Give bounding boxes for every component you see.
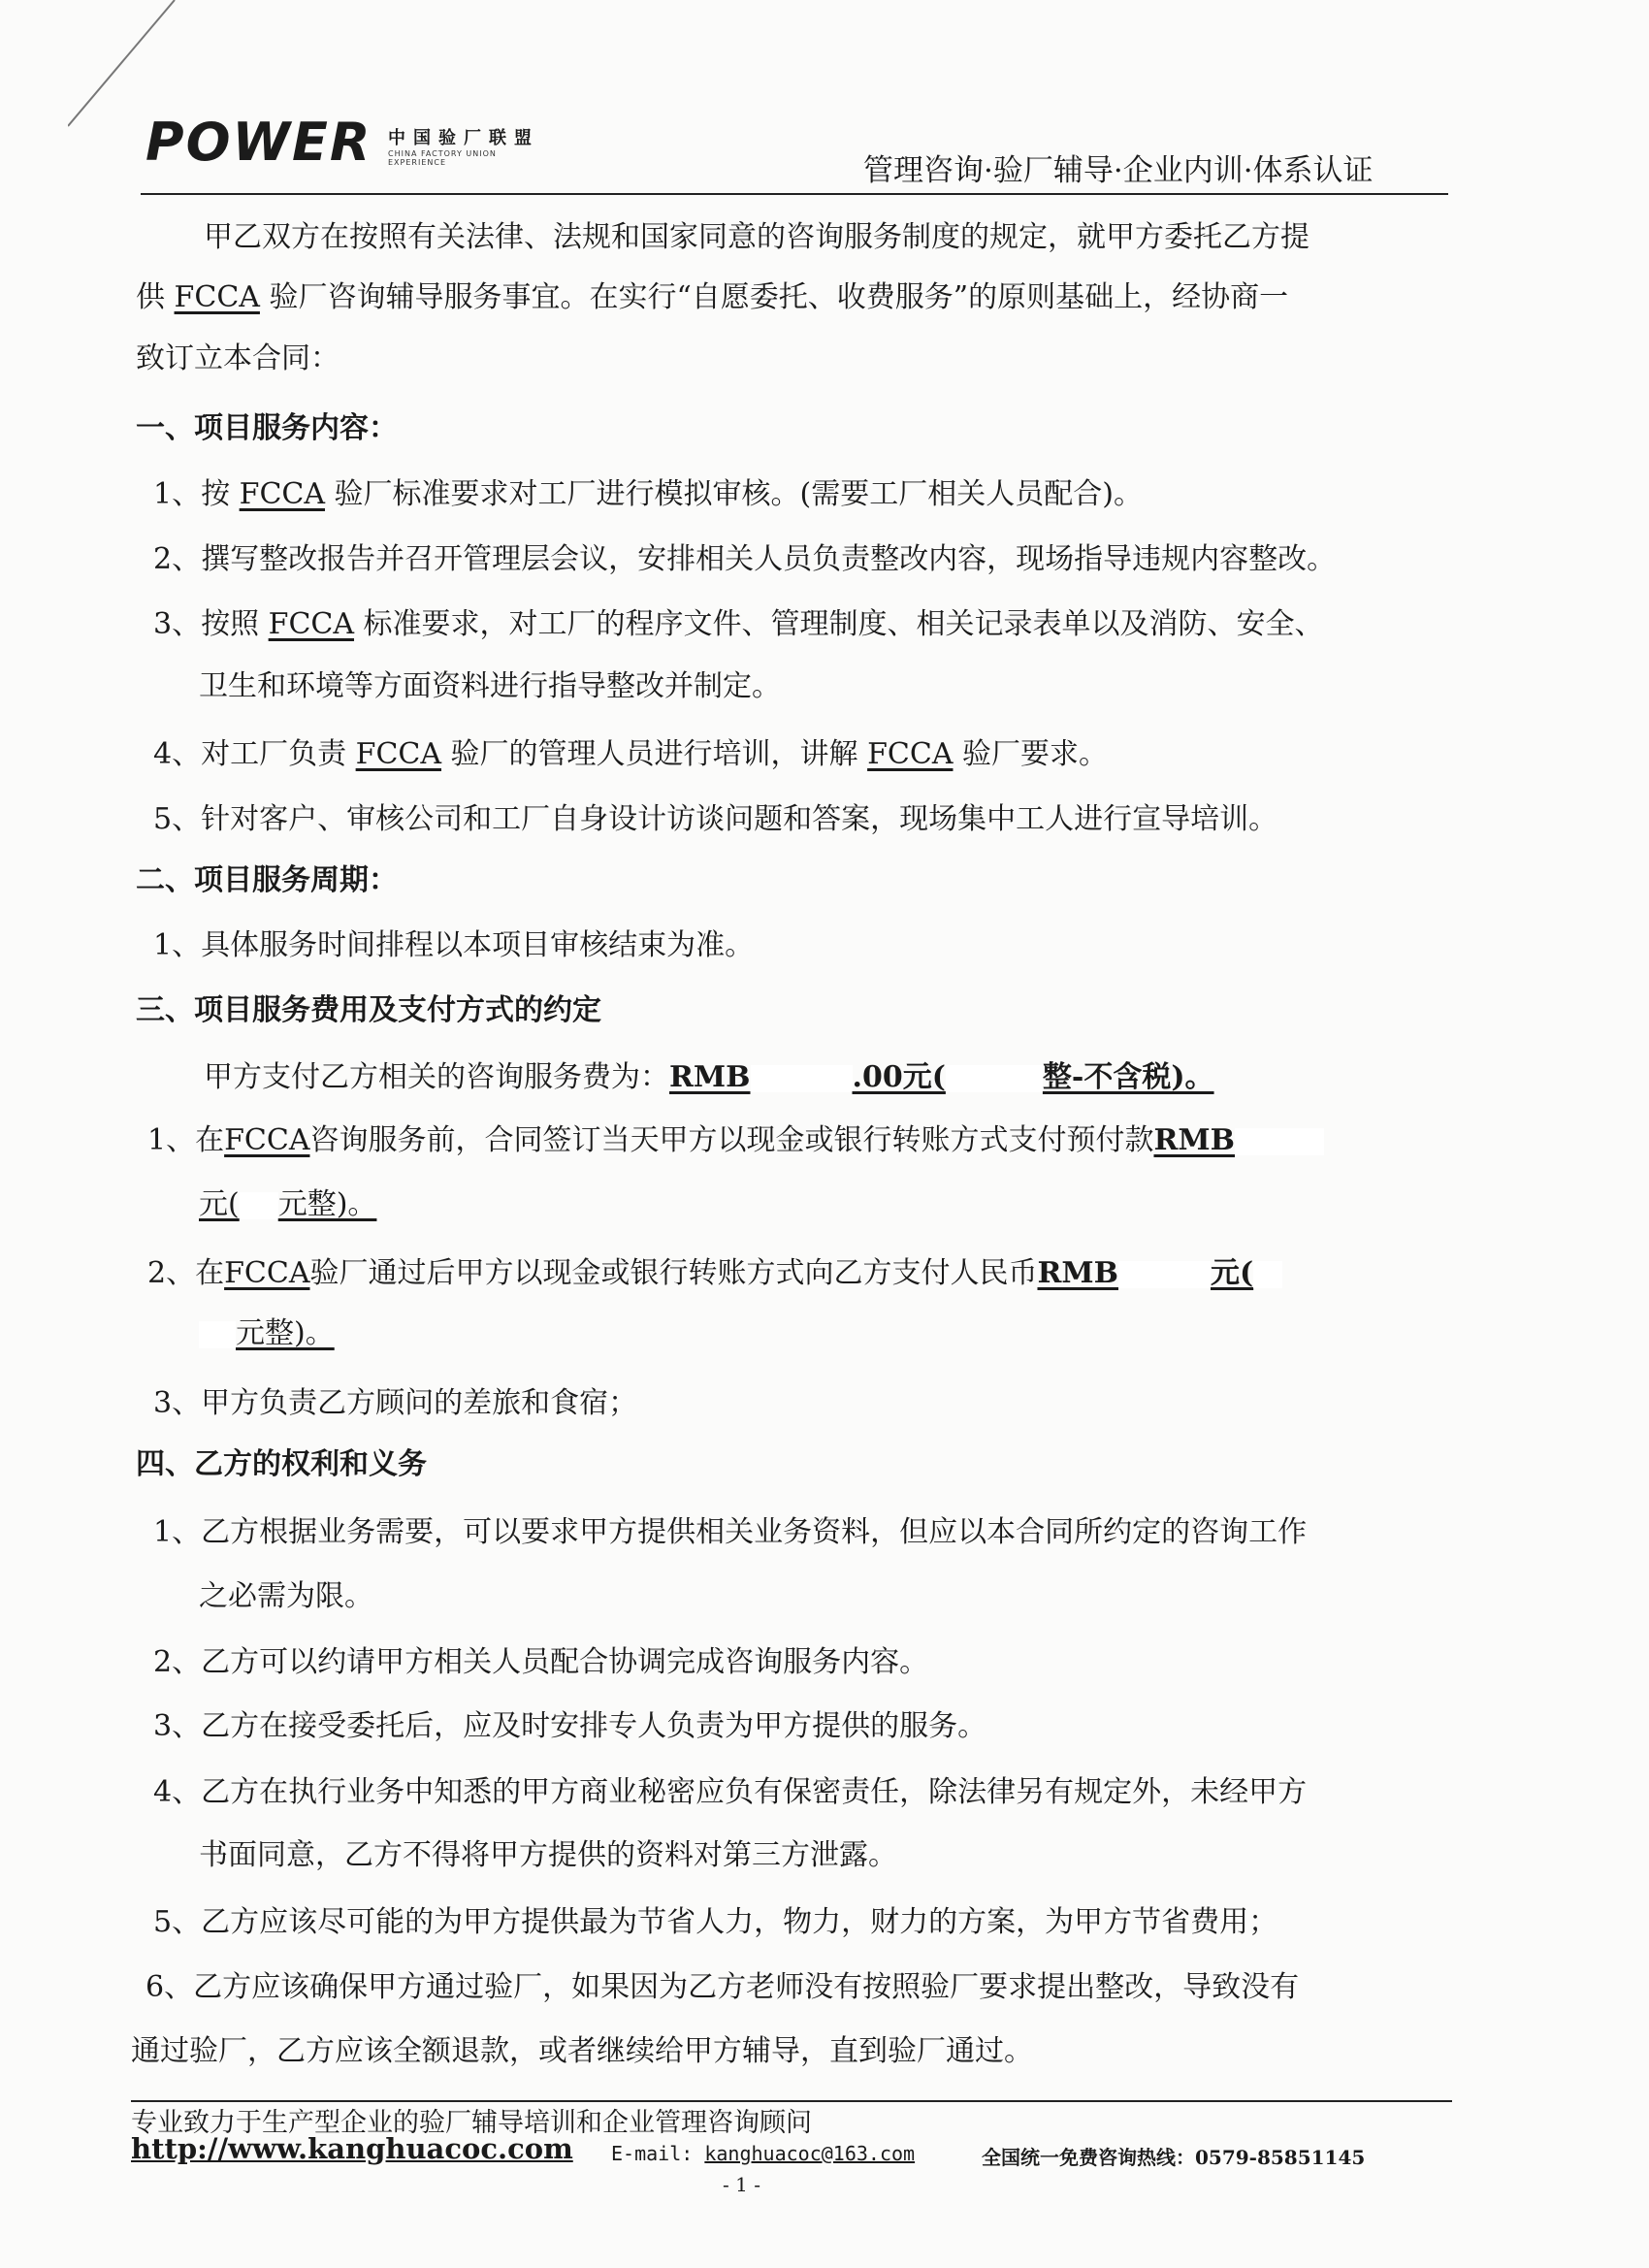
s4-item-5: 5、乙方应该尽可能的为甲方提供最为节省人力，物力，财力的方案，为甲方节省费用； [153, 1905, 1278, 1939]
logo-wordmark: POWER [146, 112, 372, 173]
footer-slogan: 专业致力于生产型企业的验厂辅导培训和企业管理咨询顾问 [131, 2108, 812, 2138]
footer-hotline: 全国统一免费咨询热线：0579-85851145 [982, 2146, 1366, 2169]
redacted-amount-words [1253, 1261, 1282, 1288]
s1-item-3: 3、按照 FCCA 标准要求，对工厂的程序文件、管理制度、相关记录表单以及消防、安全、 [153, 607, 1324, 641]
s1-item-5: 5、针对客户、审核公司和工厂自身设计访谈问题和答案，现场集中工人进行宣导培训。 [153, 802, 1278, 836]
logo-chinese-name: 中国验厂联盟 [388, 128, 539, 148]
s1-item-3-cont: 卫生和环境等方面资料进行指导整改并制定。 [199, 669, 781, 703]
footer-email: E-mail: kanghuacoc@163.com [611, 2142, 916, 2165]
redacted-amount-words [240, 1192, 278, 1219]
s3-payment-1-cont: 元( 元整)。 [199, 1187, 377, 1221]
footer-website-link[interactable]: http://www.kanghuacoc.com [131, 2132, 573, 2165]
s2-item-1: 1、具体服务时间排程以本项目审核结束为准。 [153, 928, 755, 962]
s4-item-6-cont: 通过验厂，乙方应该全额退款，或者继续给甲方辅导，直到验厂通过。 [131, 2034, 1033, 2068]
section-3-title: 三、项目服务费用及支付方式的约定 [136, 993, 601, 1027]
s4-item-1: 1、乙方根据业务需要，可以要求甲方提供相关业务资料，但应以本合同所约定的咨询工作 [153, 1515, 1308, 1549]
s3-payment-1: 1、在FCCA咨询服务前，合同签订当天甲方以现金或银行转账方式支付预付款RMB [147, 1121, 1324, 1160]
section-4-title: 四、乙方的权利和义务 [136, 1447, 427, 1481]
company-logo [146, 114, 553, 173]
intro-line-1: 甲乙双方在按照有关法律、法规和国家同意的咨询服务制度的规定，就甲方委托乙方提 [204, 220, 1310, 254]
intro-line-2: 供 FCCA 验厂咨询辅导服务事宜。在实行“自愿委托、收费服务”的原则基础上，经协商一 [136, 280, 1289, 314]
page-number: - 1 - [723, 2173, 760, 2196]
redacted-amount-words [199, 1321, 236, 1348]
s4-item-2: 2、乙方可以约请甲方相关人员配合协调完成咨询服务内容。 [153, 1645, 929, 1679]
s4-item-6: 6、乙方应该确保甲方通过验厂，如果因为乙方老师没有按照验厂要求提出整改，导致没有 [146, 1970, 1300, 2004]
s3-item-3: 3、甲方负责乙方顾问的差旅和食宿； [153, 1386, 638, 1420]
redacted-amount [1118, 1261, 1211, 1288]
redacted-amount-words [946, 1065, 1043, 1092]
redacted-amount [751, 1065, 853, 1092]
s1-item-1: 1、按 FCCA 验厂标准要求对工厂进行模拟审核。(需要工厂相关人员配合)。 [153, 477, 1143, 511]
fee-line: 甲方支付乙方相关的咨询服务费为：RMB .00元( 整-不含税)。 [204, 1060, 1214, 1094]
s4-item-3: 3、乙方在接受委托后，应及时安排专人负责为甲方提供的服务。 [153, 1709, 987, 1743]
s1-item-2: 2、撰写整改报告并召开管理层会议，安排相关人员负责整改内容，现场指导违规内容整改。 [153, 542, 1337, 576]
s4-item-4-cont: 书面同意，乙方不得将甲方提供的资料对第三方泄露。 [199, 1838, 897, 1872]
intro-line-3: 致订立本合同： [136, 341, 340, 375]
s3-payment-2-cont: 元整)。 [199, 1314, 335, 1353]
section-1-title: 一、项目服务内容： [136, 411, 398, 445]
section-2-title: 二、项目服务周期： [136, 863, 398, 897]
s4-item-4: 4、乙方在执行业务中知悉的甲方商业秘密应负有保密责任，除法律另有规定外，未经甲方 [153, 1775, 1308, 1809]
header-tagline: 管理咨询·验厂辅导·企业内训·体系认证 [863, 153, 1374, 188]
s3-payment-2: 2、在FCCA验厂通过后甲方以现金或银行转账方式向乙方支付人民币RMB 元( [147, 1254, 1282, 1293]
s4-item-1-cont: 之必需为限。 [199, 1579, 373, 1613]
s1-item-4: 4、对工厂负责 FCCA 验厂的管理人员进行培训，讲解 FCCA 验厂要求。 [153, 737, 1109, 771]
footer-email-link[interactable]: kanghuacoc@163.com [704, 2142, 916, 2165]
redacted-amount [1235, 1128, 1324, 1155]
header-divider [141, 193, 1448, 195]
logo-english-name: CHINA FACTORY UNION EXPERIENCE [388, 149, 497, 167]
